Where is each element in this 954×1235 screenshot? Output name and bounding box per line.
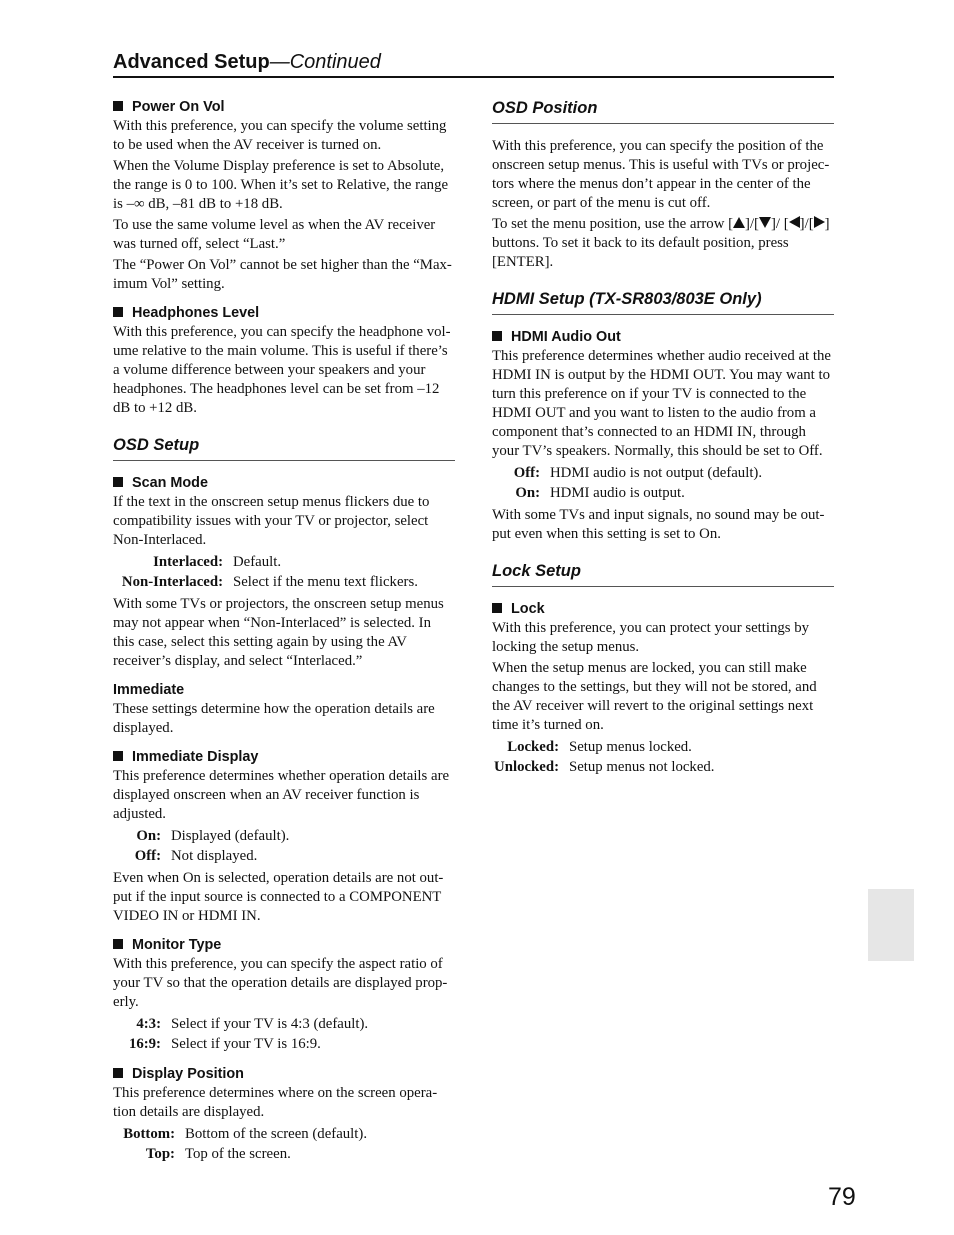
arrow-up-icon — [733, 217, 745, 228]
arrow-right-icon — [814, 216, 825, 228]
hdmi-audio-out-options: Off: HDMI audio is not output (default). On: HDMI audio is output. — [513, 465, 763, 501]
square-bullet-icon — [492, 331, 502, 341]
power-on-vol-p1: With this preference, you can specify the volume setting to be used when the AV receiver is turned on. — [113, 118, 447, 153]
square-bullet-icon — [113, 1068, 123, 1078]
osd-position-p1: With this preference, you can specify the position of the onscreen setup menus. This is useful with TVs or projec-tors where the menus don’t appear in the center of the screen, or part of the menu is cut off. — [492, 138, 830, 211]
power-on-vol-heading: Power On Vol — [113, 98, 455, 116]
square-bullet-icon — [113, 101, 123, 111]
immediate-display-p1: This preference determines whether operation details are displayed onscreen when an AV receiver function is adjusted. — [113, 768, 450, 822]
square-bullet-icon — [492, 603, 502, 613]
immediate-p1: These settings determine how the operation details are displayed. — [113, 701, 435, 736]
display-position-options: Bottom: Bottom of the screen (default). Top: Top of the screen. — [123, 1126, 368, 1162]
osd-position-p2: To set the menu position, use the arrow [ ]/[ ]/ [ ]/[ ] buttons. To set it back to its default position, press [ENTER]. — [492, 216, 830, 270]
display-position-p1: This preference determines where on the screen opera-tion details are displayed. — [113, 1085, 438, 1120]
page-number: 79 — [828, 1183, 856, 1211]
square-bullet-icon — [113, 751, 123, 761]
osd-setup-title: OSD Setup — [113, 435, 455, 461]
hdmi-setup-title: HDMI Setup (TX-SR803/803E Only) — [492, 289, 834, 315]
square-bullet-icon — [113, 307, 123, 317]
power-on-vol-p3: To use the same volume level as when the AV receiver was turned off, select “Last.” — [113, 217, 436, 252]
square-bullet-icon — [113, 939, 123, 949]
scan-mode-p2: With some TVs or projectors, the onscreen setup menus may not appear when “Non-Interlaced” is selected. In this case, select this setting again by using the AV receiver’s display, and select “Interlaced.” — [113, 596, 444, 669]
scan-mode-p1: If the text in the onscreen setup menus flickers due to compatibility issues with your TV or projector, select Non-Interlaced. — [113, 494, 430, 548]
header-title: Advanced Setup — [113, 51, 270, 73]
lock-p2: When the setup menus are locked, you can still make changes to the settings, but they will not be stored, and the AV receiver will revert to the original settings next time it’s turned on. — [492, 660, 817, 733]
immediate-display-p2: Even when On is selected, operation details are not out-put if the input source is connected to a COMPONENT VIDEO IN or HDMI IN. — [113, 870, 444, 924]
scan-mode-heading: Scan Mode — [113, 474, 455, 492]
arrow-left-icon — [789, 216, 800, 228]
right-column — [492, 98, 834, 780]
page-header — [113, 50, 834, 78]
header-continued: —Continued — [269, 51, 381, 73]
hdmi-audio-out-p2: With some TVs and input signals, no sound may be out-put even when this setting is set to On. — [492, 507, 825, 542]
side-tab — [868, 889, 914, 961]
left-column — [113, 98, 455, 1167]
immediate-display-heading: Immediate Display — [113, 748, 455, 766]
square-bullet-icon — [113, 477, 123, 487]
hdmi-audio-out-heading: HDMI Audio Out — [492, 328, 834, 346]
immediate-heading: Immediate — [113, 682, 185, 698]
monitor-type-heading: Monitor Type — [113, 936, 455, 954]
arrow-down-icon — [759, 217, 771, 228]
headphones-level-p1: With this preference, you can specify the headphone vol-ume relative to the main volume. This is useful if there’s a volume difference between your speakers and your headphones. The headphones level can be set from –12 dB to +12 dB. — [113, 324, 451, 416]
lock-setup-title: Lock Setup — [492, 561, 834, 587]
osd-position-title: OSD Position — [492, 98, 834, 124]
power-on-vol-p4: The “Power On Vol” cannot be set higher than the “Max-imum Vol” setting. — [113, 257, 452, 292]
scan-mode-options: Interlaced: Default. Non-Interlaced: Select if the menu text flickers. — [121, 554, 418, 590]
power-on-vol-p2: When the Volume Display preference is set to Absolute, the range is 0 to 100. When it’s set to Relative, the range is –∞ dB, –81 dB to +18 dB. — [113, 158, 449, 212]
headphones-level-heading: Headphones Level — [113, 304, 455, 322]
immediate-display-options: On: Displayed (default). Off: Not displayed. — [134, 828, 290, 864]
lock-heading: Lock — [492, 600, 834, 618]
display-position-heading: Display Position — [113, 1065, 455, 1083]
monitor-type-options: 4:3: Select if your TV is 4:3 (default). 16:9: Select if your TV is 16:9. — [128, 1016, 369, 1052]
monitor-type-p1: With this preference, you can specify the aspect ratio of your TV so that the operation details are displayed prop-erly. — [113, 956, 448, 1010]
hdmi-audio-out-p1: This preference determines whether audio received at the HDMI IN is output by the HDMI OUT. You may want to turn this preference on if your TV is connected to the HDMI OUT and you want to listen to the audio from a component that’s connected to an HDMI IN, through your TV’s speakers. Normally, this should be set to Off. — [492, 348, 831, 459]
lock-p1: With this preference, you can protect your settings by locking the setup menus. — [492, 620, 810, 655]
lock-options: Locked: Setup menus locked. Unlocked: Setup menus not locked. — [494, 739, 715, 775]
